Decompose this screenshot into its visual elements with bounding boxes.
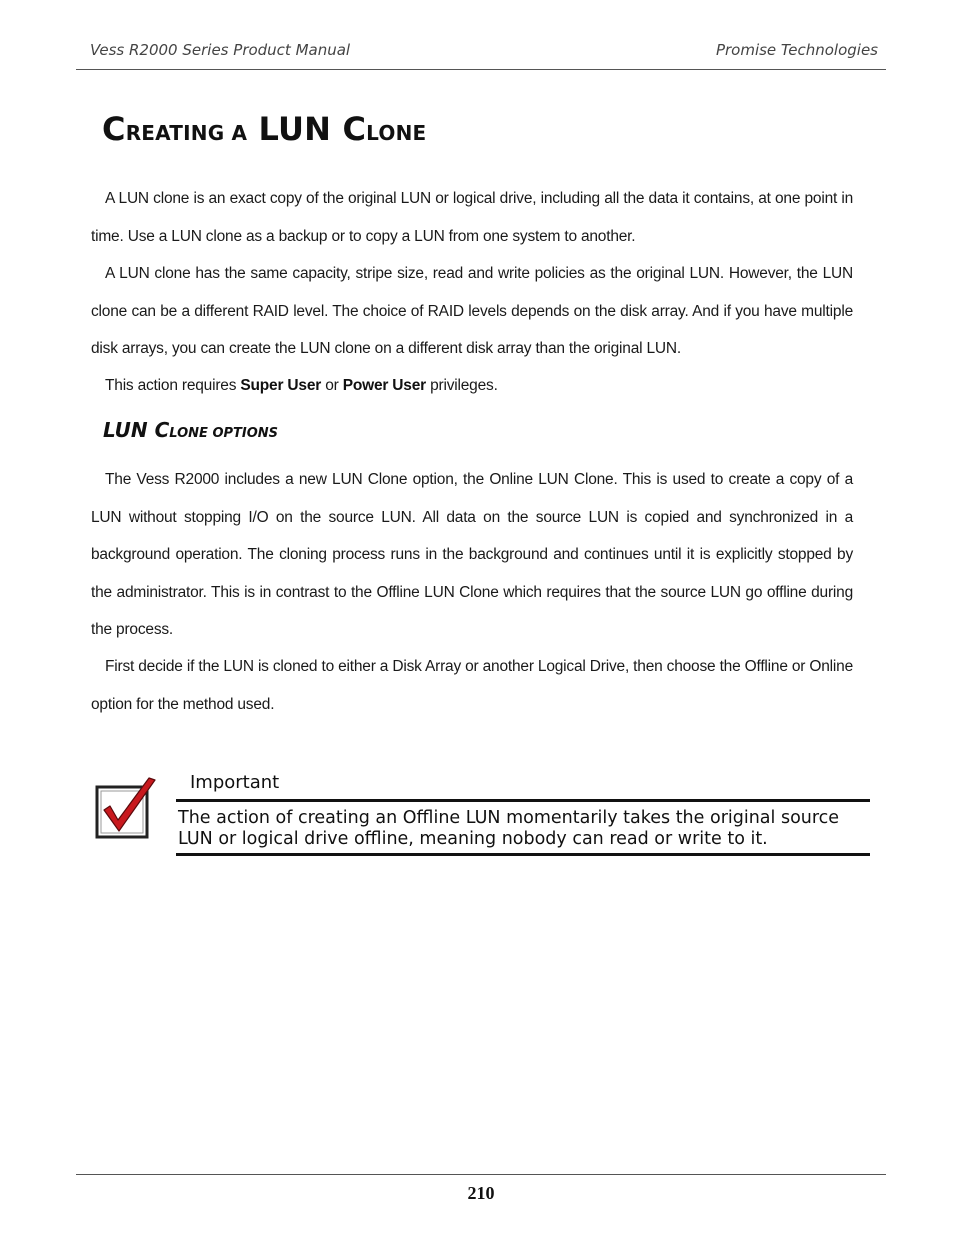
super-user-label: Super User [240,377,322,394]
intro-paragraph-1: A LUN clone is an exact copy of the original LUN or logical drive, including all the data it contains, at one point in time. Use a LUN clone as a backup or to copy a LUN from one system to another. [91,190,853,245]
intro-paragraph-2: A LUN clone has the same capacity, stripe size, read and write policies as the original LUN. However, the LUN clone can be a different RAID level. The choice of RAID levels depends on the disk array. And if you have multiple disk arrays, you can create the LUN clone on a different disk array than the original LUN. [91,265,853,357]
page-header [76,40,886,70]
subsection-title [103,418,278,442]
options-paragraph-2: First decide if the LUN is cloned to either a Disk Array or another Logical Drive, then choose the Offline or Online option for the method used. [91,658,853,713]
power-user-label: Power User [342,377,426,394]
note-heading: Important [190,772,280,793]
company-name: Promise Technologies [715,41,878,59]
title-lun: LUN [258,110,332,148]
privileges-suffix: privileges. [430,377,498,394]
manual-title: Vess R2000 Series Product Manual [90,41,351,59]
subsection-initial: C [154,418,170,442]
privileges-prefix: This action requires [105,377,237,394]
title-initial: C [102,110,126,148]
privileges-paragraph [91,367,853,405]
page-footer [76,1174,886,1203]
subsection-lun: LUN [103,418,148,442]
options-paragraph-1: The Vess R2000 includes a new LUN Clone option, the Online LUN Clone. This is used to create a copy of a LUN without stopping I/O on the source LUN. All data on the source LUN is copied and synchronized in a background operation. The cloning process runs in the background and continues until it is explicitly stopped by the administrator. This is in contrast to the Offline LUN Clone which requires that the source LUN go offline during the process. [91,471,853,638]
page-number: 210 [467,1183,495,1203]
checkmark-icon [94,776,158,840]
note-text: The action of creating an Offline LUN momentarily takes the original source LUN or logical drive offline, meaning nobody can read or write to it. [176,799,870,856]
section-title [102,110,426,148]
title-initial-2: C [342,110,367,148]
subsection-small-caps: LONE OPTIONS [169,426,279,441]
privileges-or: or [325,377,339,394]
title-small-caps-1: REATING A [125,121,248,145]
title-small-caps-2: LONE [366,121,427,145]
